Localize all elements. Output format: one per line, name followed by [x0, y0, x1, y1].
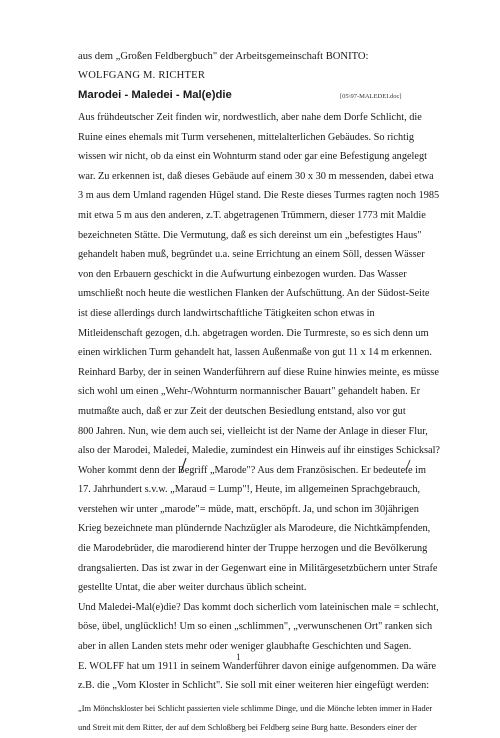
document-title: Marodei - Maledei - Mal(e)die: [78, 89, 232, 101]
body-line: böse, übel, unglücklich! Um so einen „schlimmen", „verwunschenen Ort" ranken sich: [78, 621, 433, 633]
body-line: E. WOLFF hat um 1911 in seinem Wanderführer davon einige aufgenommen. Da wäre: [78, 660, 437, 672]
body-line: Krieg bezeichnete man plündernde Nachzügler als Marodeure, die Nichtkämpfenden,: [78, 523, 431, 535]
body-line: z.B. die „Vom Kloster in Schlicht". Sie soll mit einer weiteren hier eingefügt werden:: [78, 680, 430, 692]
body-line: war. Zu erkennen ist, daß dieses Gebäude auf einem 30 x 30 m messenden, dabei etwa: [78, 170, 434, 182]
body-line: bezeichneten Stätte. Die Vermutung, daß es sich dereinst um ein „befestigtes Haus": [78, 229, 422, 241]
quote-line: „Im Mönchskloster bei Schlicht passierten viele schlimme Dinge, und die Mönche lebten immer in Hader: [78, 703, 433, 713]
body-line: 17. Jahrhundert s.v.w. „Maraud = Lump"!, Heute, im allgemeinen Sprachgebrauch,: [78, 484, 421, 496]
author-line: WOLFGANG M. RICHTER: [78, 70, 206, 81]
body-line: von den Erbauern geschickt in die Aufwurtung einbezogen wurden. Das Wasser: [78, 268, 407, 280]
body-line: umschließt noch heute die westlichen Flanken der Aufschüttung. An der Südost-Seite: [78, 288, 430, 300]
quote-line: und Streit mit dem Ritter, der auf dem Schloßberg bei Feldberg seine Burg hatte. Besonders einer der: [78, 723, 417, 733]
page-number: 1: [236, 652, 241, 662]
body-line: mutmaßte auch, daß er zur Zeit der deutschen Besiedlung entstand, also vor gut: [78, 405, 406, 417]
body-text: [78, 108, 441, 738]
body-line: also der Marodei, Maledei, Maledie, zumindest ein Hinweis auf ihr einstiges Schicksal?: [78, 445, 441, 457]
source-line: aus dem „Großen Feldbergbuch" der Arbeitsgemeinschaft BONITO:: [78, 51, 369, 62]
body-line: drangsalierten. Das ist zwar in der Gegenwart eine in Militärgesetzbüchern unter Strafe: [78, 562, 438, 574]
body-line: Mitleidenschaft gezogen, d.h. abgetragen worden. Die Turmreste, so es sich denn um: [78, 327, 429, 339]
body-line: verstehen wir unter „marode"= müde, matt, erschöpft. Ja, und schon im 30jährigen: [78, 503, 419, 515]
body-line: Aus frühdeutscher Zeit finden wir, nordwestlich, aber nahe dem Dorfe Schlicht, die: [78, 112, 422, 123]
body-line: wissen wir nicht, ob da einst ein Wohnturm stand oder gar eine Befestigung angelegt: [78, 151, 427, 163]
body-line: einen wirklichen Turm gehandelt hat, lassen Außenmaße von gut 11 x 14 m erkennen.: [78, 347, 432, 359]
body-line: Und Maledei-Mal(e)die? Das kommt doch sicherlich vom lateinischen male = schlecht,: [78, 601, 439, 613]
body-line: gehandelt haben muß, begründet u.a. seine Errichtung an einem Söll, dessen Wässer: [78, 249, 425, 261]
handwritten-mark-icon: [177, 457, 191, 473]
body-line: mit etwa 5 m aus den anderen, z.T. abgetragenen Trümmern, dieser 1773 mit Maldie: [78, 209, 426, 221]
body-line: Ruine eines ehemals mit Turm versehenen, mittelalterlichen Gebäudes. So richtig: [78, 131, 415, 143]
file-reference: [05\97-MALEDEI.doc]: [340, 93, 402, 100]
body-line: gestellte Untat, die aber weiter durchaus üblich scheint.: [78, 582, 307, 594]
body-line: aber in allen Landen stets mehr oder weniger glaubhafte Geschichten und Sagen.: [78, 641, 412, 653]
body-line: Woher kommt denn der Begriff „Marode"? Aus dem Französischen. Er bedeutete im: [78, 464, 427, 476]
body-line: 3 m aus dem Umland ragenden Hügel stand. Die Reste dieses Turmes ragten noch 1985: [78, 190, 440, 202]
body-line: Reinhard Barby, der in seinen Wanderführern auf diese Ruine hinwies meinte, es müsse: [78, 366, 439, 378]
body-line: 800 Jahren. Nun, wie dem auch sei, vielleicht ist der Name der Anlage in dieser Flur,: [78, 425, 428, 437]
body-line: sich wohl um einen „Wehr-/Wohnturm normannischer Bauart" gehandelt haben. Er: [78, 386, 421, 398]
body-line: die Marodebrüder, die marodierend hinter der Truppe herzogen und die Bevölkerung: [78, 543, 428, 555]
body-line: ist diese allerdings durch landwirtschaftliche Tätigkeiten schon etwas in: [78, 307, 375, 319]
margin-tick-icon: [404, 459, 412, 471]
